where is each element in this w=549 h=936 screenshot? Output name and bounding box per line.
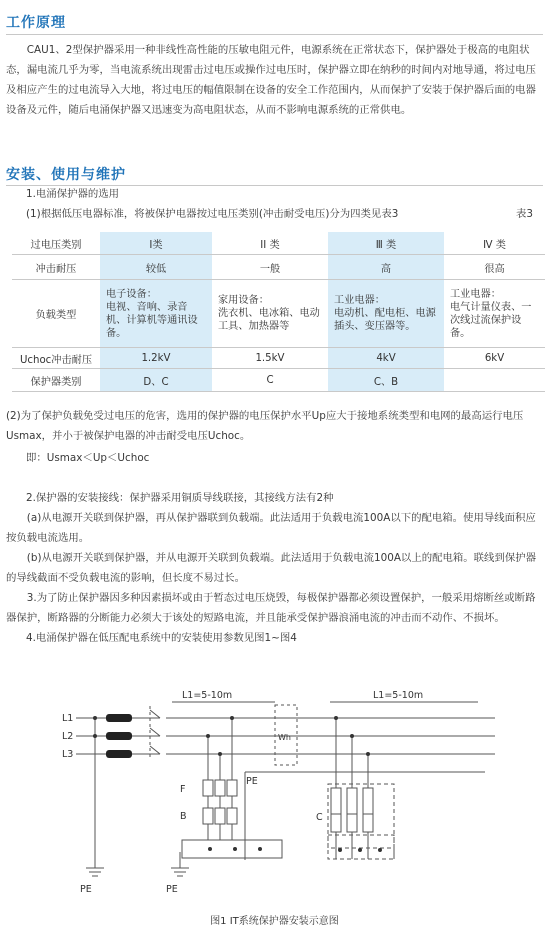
section-title-installation: 安装、使用与维护 xyxy=(6,167,126,183)
table-cell: 1.2kV xyxy=(100,348,212,369)
paragraph-wiring: 2.保护器的安装接线：保护器采用铜质导线联接，其接线方法有2种 xyxy=(26,492,334,504)
label-pe-main: PE xyxy=(246,776,258,787)
label-l3: L3 xyxy=(62,749,74,760)
section-title-working-principle: 工作原理 xyxy=(6,15,66,31)
table-cell: 工业电器： 电气计量仪表、一次线过流保护设备。 xyxy=(444,280,545,348)
label-pe-left: PE xyxy=(80,884,92,895)
label-l2: L2 xyxy=(62,731,74,742)
item-1-title: 1.电涌保护器的选用 xyxy=(26,188,120,200)
table-cell: II 类 xyxy=(212,232,328,255)
table-row xyxy=(12,255,545,280)
label-length-1: L1=5-10m xyxy=(182,690,233,701)
table-cell: C xyxy=(212,369,328,392)
table-cell: 很高 xyxy=(444,255,545,280)
paragraph-2: (2)为了保护负载免受过电压的危害，选用的保护器的电压保护水平Up应大于接地系统类型和电网的最高运行电压Usmax，并小于被保护电器的冲击耐受电压Uchoc。 xyxy=(6,410,524,442)
table-cell: 过电压类别 xyxy=(12,232,100,255)
paragraph-figure-ref: 4.电涌保护器在低压配电系统中的安装使用参数见图1~图4 xyxy=(26,632,297,644)
table-row xyxy=(12,232,545,255)
table-cell xyxy=(444,369,545,392)
table-cell: Ⅳ 类 xyxy=(444,232,545,255)
figure-caption: 图1 IT系统保护器安装示意图 xyxy=(210,916,339,927)
it-system-wiring-diagram xyxy=(0,680,549,905)
table-cell: D、C xyxy=(100,369,212,392)
paragraph-protection: 3.为了防止保护器因多种因素损坏或由于暂态过电压烧毁，每极保护器都必须设置保护，一般采用熔断丝或断路器保护，断路器的分断能力必须大于该处的短路电流，并且能承受保护器浪涌电流的冲击而不动作、不损坏。 xyxy=(6,592,536,624)
table-cell: C、B xyxy=(328,369,444,392)
working-principle-paragraph: CAU1、2型保护器采用一种非线性高性能的压敏电阻元件，电源系统在正常状态下，保护器处于极高的电阻状态，漏电流几乎为零，当电流系统出现雷击过电压或操作过电压时，保护器立即在纳秒的时间内对地导通，将过电压及相应产生的过电流导入大地，将过电压的幅值限制在设备的安全工作范围内，从而保护了安装于保护器后面的电器设备及元件，随后电涌保护器又迅速变为高电阻状态，从而不影响电源系统的正常供电。 xyxy=(6,44,536,116)
table-cell: 一般 xyxy=(212,255,328,280)
table-row xyxy=(12,369,545,392)
table-cell: 保护器类别 xyxy=(12,369,100,392)
overvoltage-category-table xyxy=(12,232,545,392)
label-length-2: L1=5-10m xyxy=(373,690,424,701)
table-cell: 冲击耐压 xyxy=(12,255,100,280)
label-pe-center: PE xyxy=(166,884,178,895)
table-cell: 工业电器： 电动机、配电柜、电源插头、变压器等。 xyxy=(328,280,444,348)
table-cell: 电子设备： 电视、音响、录音机、计算机等通讯设备。 xyxy=(100,280,212,348)
table-cell: Ⅲ 类 xyxy=(328,232,444,255)
table-cell: 1.5kV xyxy=(212,348,328,369)
table-cell: 6kV xyxy=(444,348,545,369)
table-label: 表3 xyxy=(516,208,534,220)
table-cell: I类 xyxy=(100,232,212,255)
section-divider xyxy=(6,34,543,35)
table-cell: 负载类型 xyxy=(12,280,100,348)
label-c: C xyxy=(316,812,323,823)
label-wh: Wh xyxy=(278,733,291,742)
table-cell: 4kV xyxy=(328,348,444,369)
table-cell: 家用设备： 洗衣机、电冰箱、电动工具、加热器等 xyxy=(212,280,328,348)
label-b: B xyxy=(180,811,187,822)
label-l1: L1 xyxy=(62,713,74,724)
paragraph-wiring-b: (b)从电源开关联到保护器，并从电源开关联到负载端。此法适用于负载电流100A以上的配电箱。联线到保护器的导线截面不受负载电流的影响，但长度不易过长。 xyxy=(6,552,537,584)
label-f: F xyxy=(180,784,186,795)
table-cell: 高 xyxy=(328,255,444,280)
formula: 即：Usmax＜Up＜Uchoc xyxy=(26,452,150,464)
table-cell: 较低 xyxy=(100,255,212,280)
table-row xyxy=(12,280,545,348)
paragraph-wiring-a: (a)从电源开关联到保护器，再从保护器联到负载端。此法适用于负载电流100A以下的配电箱。使用导线面积应按负载电流选用。 xyxy=(6,512,536,544)
table-row xyxy=(12,348,545,369)
table-cell: Uchoc冲击耐压 xyxy=(12,348,100,369)
item-1-subtitle: (1)根据低压电器标准，将被保护电器按过电压类别(冲击耐受电压)分为四类见表3 xyxy=(26,208,399,220)
